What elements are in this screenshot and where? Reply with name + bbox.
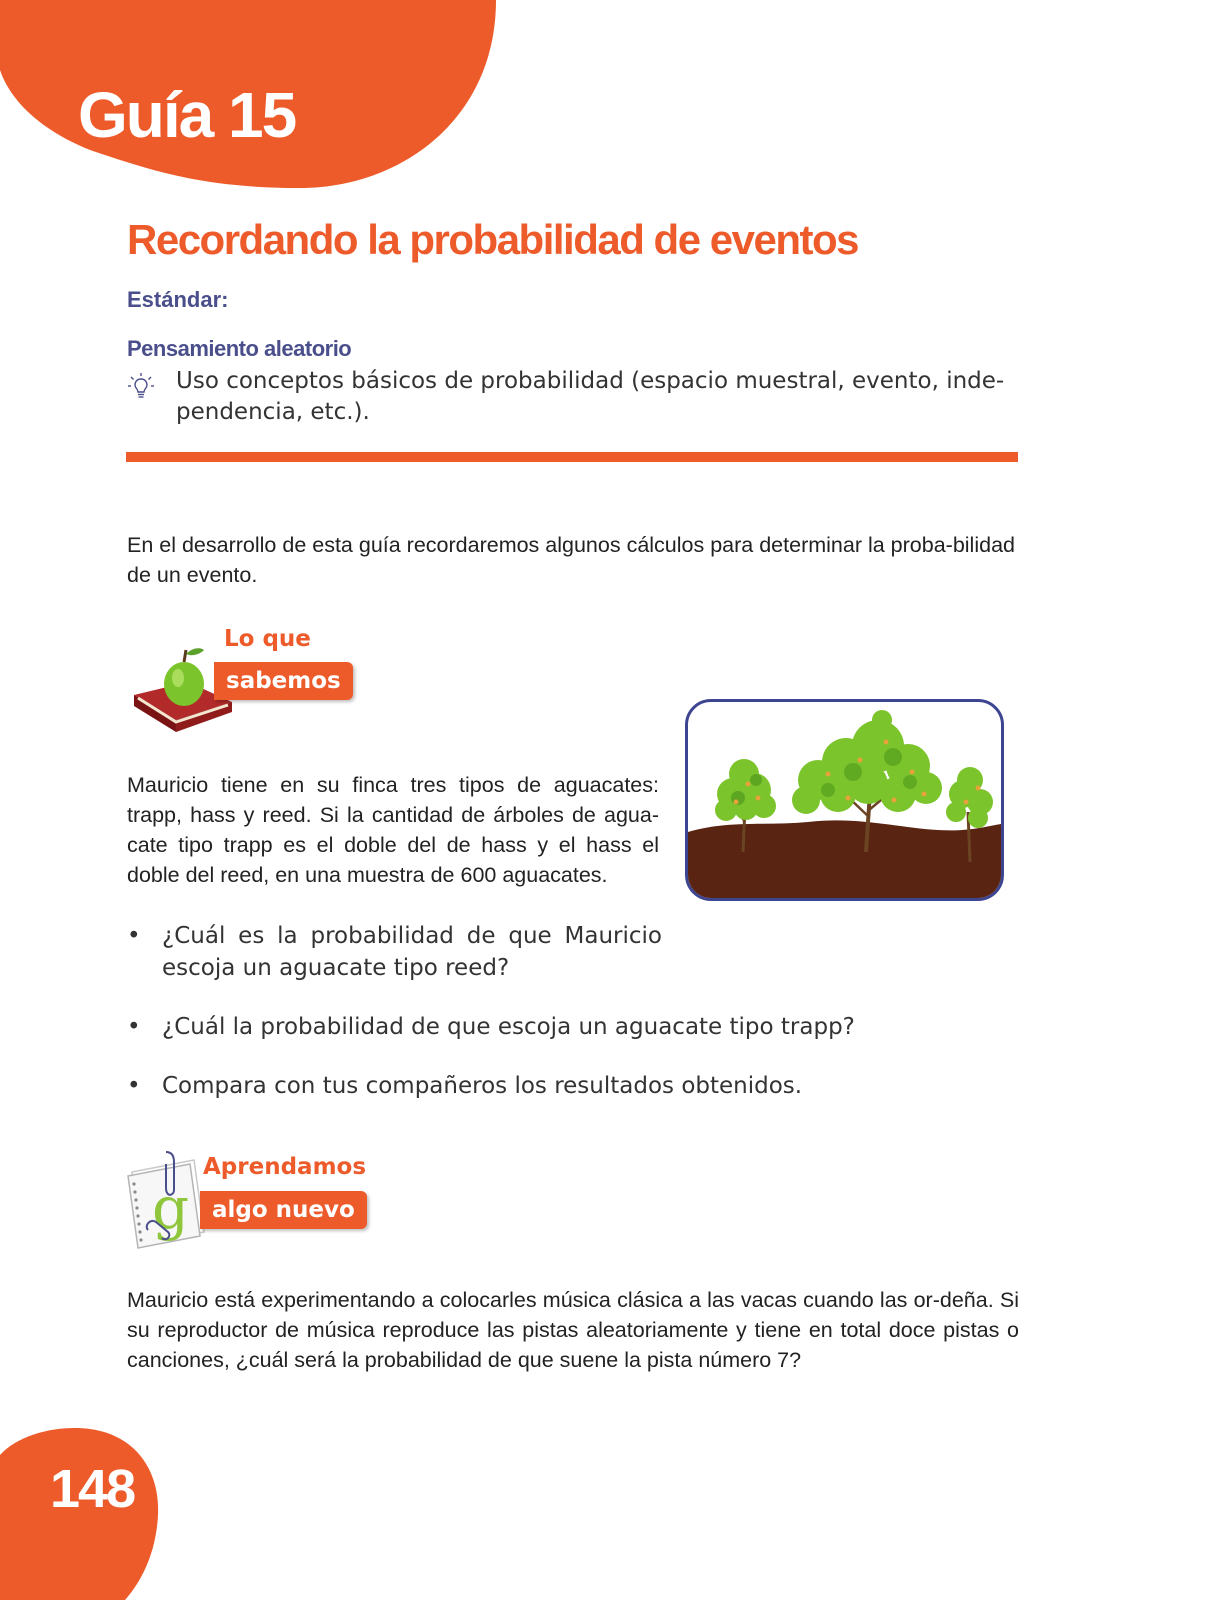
page-title: Recordando la probabilidad de eventos	[127, 216, 858, 263]
avocado-trees-illustration	[685, 699, 1004, 901]
section-known-line1: Lo que	[224, 626, 311, 652]
list-item	[127, 920, 662, 984]
section-new-line2: algo nuevo	[200, 1191, 367, 1229]
standard-area: Pensamiento aleatorio	[127, 336, 352, 361]
section-known-line2: sabemos	[214, 662, 353, 700]
svg-text:g: g	[152, 1174, 190, 1242]
list-item	[127, 1011, 887, 1043]
standard-label: Estándar:	[127, 287, 229, 312]
problem-1-text: Mauricio tiene en su finca tres tipos de aguacates: trapp, hass y reed. Si la cantidad de árboles de agua-cate tipo trapp es el doble del de hass y el hass el doble del reed, en una muestra de 600 aguacates.	[127, 773, 659, 887]
question-1: ¿Cuál es la probabilidad de que Mauricio escoja un aguacate tipo reed?	[162, 923, 662, 981]
bullet-marker: •	[127, 1073, 141, 1099]
section-new-line1: Aprendamos	[203, 1154, 367, 1180]
question-3: Compara con tus compañeros los resultados obtenidos.	[162, 1073, 803, 1099]
standard-text: Uso conceptos básicos de probabilidad (espacio muestral, evento, inde-pendencia, etc.).	[176, 368, 1005, 425]
bullet-marker: •	[127, 1014, 141, 1040]
bullet-marker: •	[127, 923, 141, 949]
problem-2-text: Mauricio está experimentando a colocarles música clásica a las vacas cuando las or-deña. Si su reproductor de música reproduce las pistas aleatoriamente y tiene en total doce pistas o canciones, ¿cuál será la probabilidad de que suene la pista número 7?	[127, 1288, 1019, 1372]
questions-list	[127, 920, 887, 1129]
guide-label: Guía 15	[78, 79, 296, 151]
lightbulb-icon	[128, 372, 154, 400]
list-item	[127, 1070, 887, 1102]
question-2: ¿Cuál la probabilidad de que escoja un aguacate tipo trapp?	[162, 1014, 855, 1040]
intro-paragraph: En el desarrollo de esta guía recordaremos algunos cálculos para determinar la proba-bilidad de un evento.	[127, 533, 1015, 587]
page-number: 148	[50, 1459, 135, 1519]
section-divider	[126, 452, 1018, 462]
